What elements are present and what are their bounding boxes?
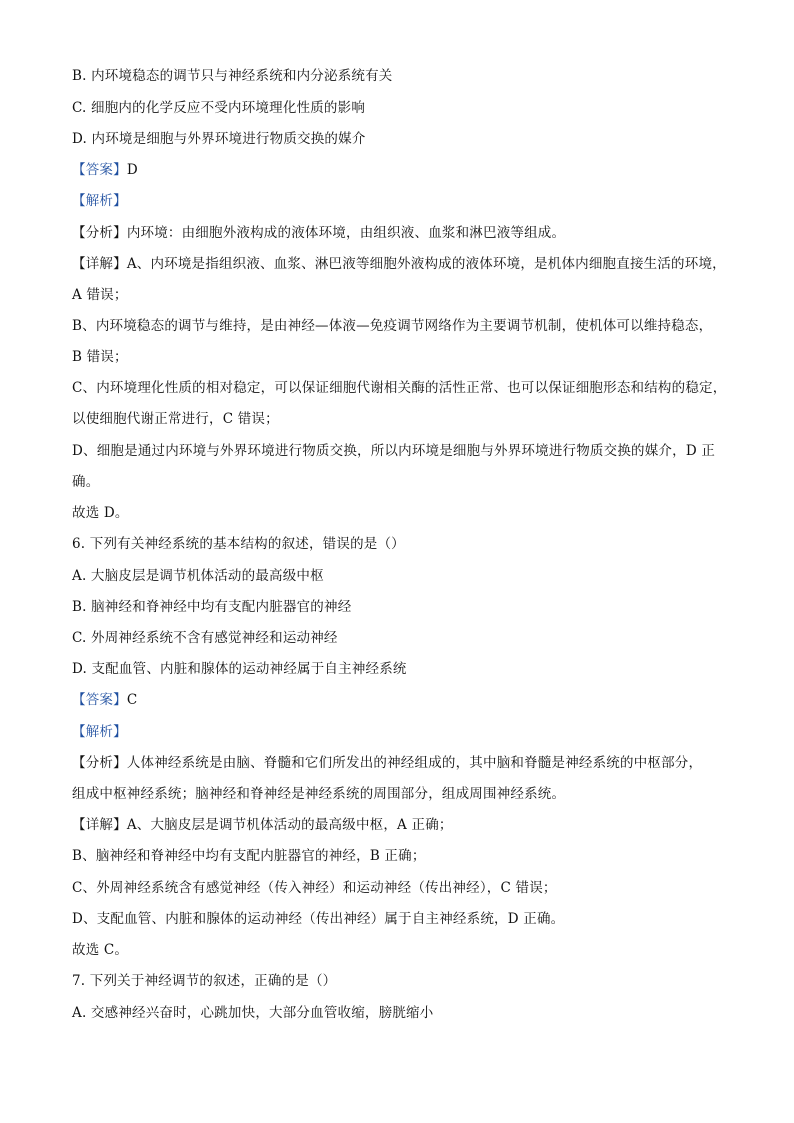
fenxi-text: 人体神经系统是由脑、脊髓和它们所发出的神经组成的，其中脑和脊髓是神经系统的中枢部分， — [126, 755, 703, 771]
q6-fenxi-line1 — [72, 753, 732, 773]
q6-conclusion: 故选 C。 — [72, 942, 129, 958]
answer-value: D — [126, 162, 138, 178]
q6-option-a: A. 大脑皮层是调节机体活动的最高级中枢 — [72, 568, 324, 584]
fenxi-label: 【分析】 — [72, 755, 127, 771]
q5-analysis-label: 【解析】 — [72, 193, 127, 209]
answer-value: C — [126, 692, 138, 708]
q5-detail-a-line2: A 错误； — [72, 287, 128, 303]
q5-detail-d-line1: D、细胞是通过内环境与外界环境进行物质交换，所以内环境是细胞与外界环境进行物质交换的媒介，D 正 — [72, 443, 716, 459]
q6-fenxi-line2: 组成中枢神经系统；脑神经和脊神经是神经系统的周围部分，组成周围神经系统。 — [72, 786, 566, 802]
q6-stem: 6. 下列有关神经系统的基本结构的叙述，错误的是（） — [72, 536, 405, 552]
q6-option-c: C. 外周神经系统不含有感觉神经和运动神经 — [72, 630, 338, 646]
q5-option-d: D. 内环境是细胞与外界环境进行物质交换的媒介 — [72, 131, 366, 147]
q6-detail-c: C、外周神经系统含有感觉神经（传入神经）和运动神经（传出神经），C 错误； — [72, 880, 557, 896]
q6-analysis-label: 【解析】 — [72, 724, 127, 740]
q6-option-d: D. 支配血管、内脏和腺体的运动神经属于自主神经系统 — [72, 661, 407, 677]
answer-label: 【答案】 — [72, 162, 127, 178]
fenxi-text: 内环境：由细胞外液构成的液体环境，由组织液、血浆和淋巴液等组成。 — [126, 225, 566, 241]
detail-text: A、大脑皮层是调节机体活动的最高级中枢，A 正确； — [126, 817, 453, 833]
q6-answer — [72, 690, 732, 710]
detail-label: 【详解】 — [72, 817, 127, 833]
q5-conclusion: 故选 D。 — [72, 505, 129, 521]
q5-detail-c-line1: C、内环境理化性质的相对稳定，可以保证细胞代谢相关酶的活性正常、也可以保证细胞形态和结构的稳定， — [72, 380, 727, 396]
q6-detail-d: D、支配血管、内脏和腺体的运动神经（传出神经）属于自主神经系统，D 正确。 — [72, 911, 565, 927]
q5-detail-d-line2: 确。 — [72, 474, 100, 490]
q6-option-b: B. 脑神经和脊神经中均有支配内脏器官的神经 — [72, 599, 352, 615]
q5-option-c: C. 细胞内的化学反应不受内环境理化性质的影响 — [72, 100, 366, 116]
q6-detail-a — [72, 815, 732, 835]
q5-detail-a-line1 — [72, 254, 732, 274]
q5-detail-b-line2: B 错误； — [72, 349, 128, 365]
q7-option-a: A. 交感神经兴奋时，心跳加快，大部分血管收缩，膀胱缩小 — [72, 1005, 434, 1021]
q5-answer — [72, 160, 732, 180]
q5-fenxi — [72, 223, 732, 243]
detail-text: A、内环境是指组织液、血浆、淋巴液等细胞外液构成的液体环境，是机体内细胞直接生活的环境， — [126, 256, 726, 272]
q5-detail-b-line1: B、内环境稳态的调节与维持，是由神经—体液—免疫调节网络作为主要调节机制，使机体可以维持稳态， — [72, 318, 713, 334]
q6-detail-b: B、脑神经和脊神经中均有支配内脏器官的神经，B 正确； — [72, 848, 426, 864]
detail-label: 【详解】 — [72, 256, 127, 272]
fenxi-label: 【分析】 — [72, 225, 127, 241]
q5-option-b: B. 内环境稳态的调节只与神经系统和内分泌系统有关 — [72, 68, 393, 84]
q5-detail-c-line2: 以使细胞代谢正常进行，C 错误； — [72, 411, 279, 427]
answer-label: 【答案】 — [72, 692, 127, 708]
q7-stem: 7. 下列关于神经调节的叙述，正确的是（） — [72, 973, 337, 989]
